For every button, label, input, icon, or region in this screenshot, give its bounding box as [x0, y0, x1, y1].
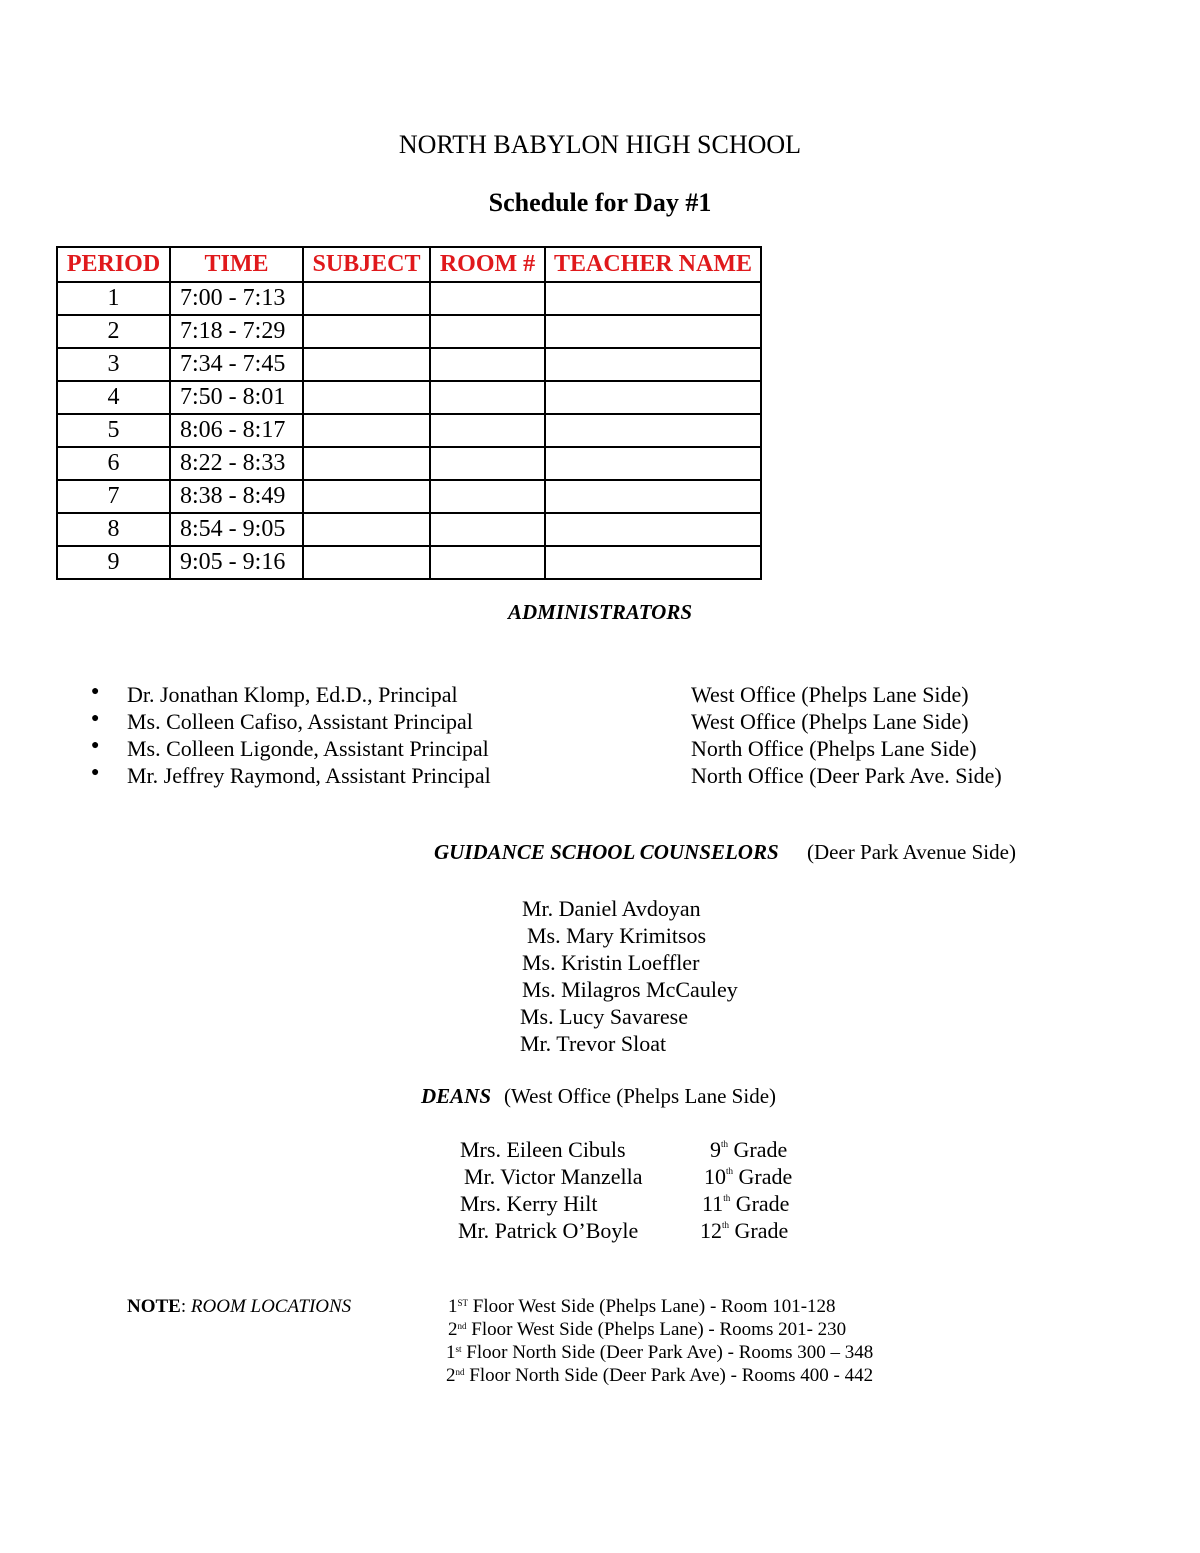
bullet-icon: ● [91, 765, 100, 780]
administrators-heading: ADMINISTRATORS [507, 600, 693, 624]
teacher-cell[interactable] [545, 315, 761, 348]
teacher-cell[interactable] [545, 348, 761, 381]
dean-grade: 12th Grade [700, 1218, 789, 1243]
room-cell[interactable] [430, 447, 545, 480]
period-cell: 9 [57, 546, 170, 579]
teacher-cell[interactable] [545, 282, 761, 315]
administrator-office: West Office (Phelps Lane Side) [691, 682, 969, 707]
period-cell: 3 [57, 348, 170, 381]
room-cell[interactable] [430, 480, 545, 513]
time-cell: 7:34 - 7:45 [170, 348, 303, 381]
column-header-subject: SUBJECT [303, 247, 430, 282]
schedule-table [56, 246, 762, 580]
room-cell[interactable] [430, 513, 545, 546]
subject-cell[interactable] [303, 480, 430, 513]
counselor-name: Ms. Mary Krimitsos [527, 923, 707, 948]
table-row [57, 480, 761, 513]
time-cell: 8:38 - 8:49 [170, 480, 303, 513]
schedule-header-row [57, 247, 761, 282]
time-cell: 8:06 - 8:17 [170, 414, 303, 447]
teacher-cell[interactable] [545, 480, 761, 513]
subject-cell[interactable] [303, 414, 430, 447]
time-cell: 7:00 - 7:13 [170, 282, 303, 315]
administrator-name: Ms. Colleen Ligonde, Assistant Principal [127, 736, 489, 761]
dean-name: Mrs. Kerry Hilt [460, 1191, 598, 1216]
period-cell: 8 [57, 513, 170, 546]
counselor-name: Ms. Milagros McCauley [522, 977, 738, 1002]
subject-cell[interactable] [303, 381, 430, 414]
administrator-office: West Office (Phelps Lane Side) [691, 709, 969, 734]
deans-location: (West Office (Phelps Lane Side) [504, 1084, 777, 1108]
guidance-heading: GUIDANCE SCHOOL COUNSELORS [434, 840, 779, 864]
time-cell: 9:05 - 9:16 [170, 546, 303, 579]
teacher-cell[interactable] [545, 414, 761, 447]
deans-heading: DEANS [421, 1084, 492, 1108]
period-cell: 1 [57, 282, 170, 315]
list-item [0, 709, 1200, 736]
counselor-name: Ms. Lucy Savarese [520, 1004, 689, 1029]
table-row [57, 546, 761, 579]
subject-cell[interactable] [303, 513, 430, 546]
table-row [57, 282, 761, 315]
teacher-cell[interactable] [545, 447, 761, 480]
room-cell[interactable] [430, 315, 545, 348]
administrator-name: Mr. Jeffrey Raymond, Assistant Principal [127, 763, 491, 788]
dean-name: Mr. Patrick O’Boyle [458, 1218, 639, 1243]
column-header-room: ROOM # [430, 247, 545, 282]
note-label: NOTE: ROOM LOCATIONS [127, 1296, 352, 1317]
administrator-office: North Office (Phelps Lane Side) [691, 736, 977, 761]
administrator-office: North Office (Deer Park Ave. Side) [691, 763, 1002, 788]
subject-cell[interactable] [303, 447, 430, 480]
list-item [0, 736, 1200, 763]
room-cell[interactable] [430, 381, 545, 414]
room-location: 1st Floor North Side (Deer Park Ave) - Rooms 300 – 348 [446, 1342, 874, 1363]
room-location: 2nd Floor West Side (Phelps Lane) - Rooms 201- 230 [448, 1319, 847, 1340]
column-header-teacher: TEACHER NAME [545, 247, 761, 282]
period-cell: 7 [57, 480, 170, 513]
time-cell: 8:22 - 8:33 [170, 447, 303, 480]
time-cell: 7:18 - 7:29 [170, 315, 303, 348]
dean-name: Mr. Victor Manzella [464, 1164, 643, 1189]
teacher-cell[interactable] [545, 546, 761, 579]
room-cell[interactable] [430, 546, 545, 579]
period-cell: 4 [57, 381, 170, 414]
bullet-icon: ● [91, 711, 100, 726]
room-location: 1ST Floor West Side (Phelps Lane) - Room 101-128 [448, 1296, 836, 1317]
dean-grade: 9th Grade [710, 1137, 788, 1162]
bullet-icon: ● [91, 738, 100, 753]
time-cell: 8:54 - 9:05 [170, 513, 303, 546]
schedule-title: Schedule for Day #1 [488, 188, 712, 217]
dean-name: Mrs. Eileen Cibuls [460, 1137, 626, 1162]
room-location: 2nd Floor North Side (Deer Park Ave) - Rooms 400 - 442 [446, 1365, 874, 1386]
dean-grade: 10th Grade [704, 1164, 793, 1189]
room-cell[interactable] [430, 414, 545, 447]
table-row [57, 447, 761, 480]
period-cell: 2 [57, 315, 170, 348]
administrator-name: Ms. Colleen Cafiso, Assistant Principal [127, 709, 473, 734]
subject-cell[interactable] [303, 348, 430, 381]
teacher-cell[interactable] [545, 381, 761, 414]
bullet-icon: ● [91, 684, 100, 699]
room-cell[interactable] [430, 348, 545, 381]
school-title: NORTH BABYLON HIGH SCHOOL [398, 130, 802, 159]
guidance-location: (Deer Park Avenue Side) [807, 840, 1016, 864]
time-cell: 7:50 - 8:01 [170, 381, 303, 414]
subject-cell[interactable] [303, 315, 430, 348]
column-header-period: PERIOD [57, 247, 170, 282]
period-cell: 5 [57, 414, 170, 447]
list-item [0, 763, 1200, 790]
counselor-name: Ms. Kristin Loeffler [522, 950, 700, 975]
table-row [57, 513, 761, 546]
table-row [57, 315, 761, 348]
subject-cell[interactable] [303, 282, 430, 315]
administrator-name: Dr. Jonathan Klomp, Ed.D., Principal [127, 682, 458, 707]
counselor-name: Mr. Daniel Avdoyan [522, 896, 701, 921]
list-item [0, 682, 1200, 709]
dean-grade: 11th Grade [702, 1191, 790, 1216]
counselor-name: Mr. Trevor Sloat [520, 1031, 667, 1056]
room-cell[interactable] [430, 282, 545, 315]
table-row [57, 348, 761, 381]
subject-cell[interactable] [303, 546, 430, 579]
table-row [57, 381, 761, 414]
teacher-cell[interactable] [545, 513, 761, 546]
period-cell: 6 [57, 447, 170, 480]
table-row [57, 414, 761, 447]
column-header-time: TIME [170, 247, 303, 282]
